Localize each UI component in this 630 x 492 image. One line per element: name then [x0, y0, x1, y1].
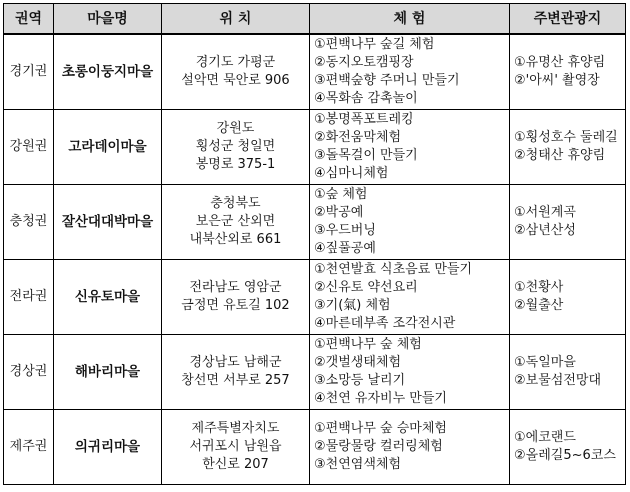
region-cell: 강원권 [4, 109, 54, 184]
experience-item: ①편백나무 숲길 체험 [314, 36, 435, 52]
experience-item: ①천연발효 식초음료 만들기 [314, 261, 473, 277]
experience-item: ②물랑물랑 컬러링체험 [314, 438, 443, 454]
region-cell: 경상권 [4, 334, 54, 409]
region-cell: 전라권 [4, 259, 54, 334]
location-cell: 제주특별자치도 서귀포시 남원읍 한신로 207 [162, 409, 310, 484]
experience-list [310, 334, 510, 409]
experience-item: ①봉명폭포트레킹 [314, 111, 414, 127]
location-cell: 전라남도 영암군 금정면 유토길 102 [162, 259, 310, 334]
table-row [4, 184, 626, 259]
location-cell: 강원도 횡성군 청일면 봉명로 375-1 [162, 109, 310, 184]
experience-list [310, 109, 510, 184]
experience-item: ③우드버닝 [314, 222, 376, 238]
experience-list [310, 409, 510, 484]
experience-item: ③편백숲향 주머니 만들기 [314, 72, 460, 88]
nearby-item: ②올레길5~6코스 [514, 447, 616, 463]
experience-item: ②화전움막체험 [314, 129, 402, 145]
nearby-item: ②월출산 [514, 297, 564, 313]
experience-item: ①편백나무 숲 승마체험 [314, 420, 447, 436]
experience-item: ③소망등 날리기 [314, 372, 406, 388]
experience-item: ④마른데부족 조각전시관 [314, 315, 456, 331]
nearby-list [510, 409, 626, 484]
village-table [3, 3, 626, 485]
header-region: 권역 [4, 4, 54, 35]
nearby-item: ①횡성호수 둘레길 [514, 129, 618, 145]
header-row [4, 4, 626, 35]
nearby-list [510, 184, 626, 259]
experience-list [310, 34, 510, 109]
nearby-item: ①천황사 [514, 279, 564, 295]
header-nearby: 주변관광지 [510, 4, 626, 35]
experience-item: ①숲 체험 [314, 186, 368, 202]
nearby-item: ①서원계곡 [514, 204, 576, 220]
table-row [4, 109, 626, 184]
nearby-list [510, 109, 626, 184]
village-name: 초롱이둥지마을 [54, 34, 162, 109]
village-name: 신유토마을 [54, 259, 162, 334]
header-village: 마을명 [54, 4, 162, 35]
experience-item: ④심마니체험 [314, 165, 389, 181]
header-location: 위 치 [162, 4, 310, 35]
experience-item: ③천연염색체험 [314, 456, 402, 472]
nearby-item: ①독일마을 [514, 354, 576, 370]
village-name: 해바리마을 [54, 334, 162, 409]
experience-item: ②갯벌생태체험 [314, 354, 402, 370]
experience-item: ②박공예 [314, 204, 364, 220]
table-row [4, 334, 626, 409]
header-experience: 체 험 [310, 4, 510, 35]
location-cell: 경기도 가평군 설악면 묵안로 906 [162, 34, 310, 109]
nearby-list [510, 334, 626, 409]
nearby-item: ②보물섬전망대 [514, 372, 602, 388]
experience-item: ④짚풀공예 [314, 240, 376, 256]
experience-item: ③기(氣) 체험 [314, 297, 391, 313]
nearby-item: ②삼년산성 [514, 222, 576, 238]
location-cell: 충청북도 보은군 산외면 내북산외로 661 [162, 184, 310, 259]
village-name: 의귀리마을 [54, 409, 162, 484]
region-cell: 제주권 [4, 409, 54, 484]
table-row [4, 259, 626, 334]
nearby-item: ①유명산 휴양림 [514, 54, 606, 70]
experience-item: ④목화솜 감촉놀이 [314, 90, 418, 106]
region-cell: 경기권 [4, 34, 54, 109]
nearby-item: ②청태산 휴양림 [514, 147, 606, 163]
experience-list [310, 184, 510, 259]
experience-item: ②신유토 약선요리 [314, 279, 418, 295]
experience-item: ③돌목걸이 만들기 [314, 147, 418, 163]
nearby-item: ①에코랜드 [514, 429, 576, 445]
nearby-list [510, 34, 626, 109]
table-row [4, 409, 626, 484]
experience-item: ①편백나무 숲 체험 [314, 336, 422, 352]
experience-list [310, 259, 510, 334]
experience-item: ④천연 유자비누 만들기 [314, 390, 447, 406]
location-cell: 경상남도 남해군 창선면 서부로 257 [162, 334, 310, 409]
village-name: 잘산대대박마을 [54, 184, 162, 259]
nearby-item: ②'아씨' 촬영장 [514, 72, 600, 88]
region-cell: 충청권 [4, 184, 54, 259]
village-name: 고라데이마을 [54, 109, 162, 184]
nearby-list [510, 259, 626, 334]
table-row [4, 34, 626, 109]
experience-item: ②동지오토캠핑장 [314, 54, 414, 70]
